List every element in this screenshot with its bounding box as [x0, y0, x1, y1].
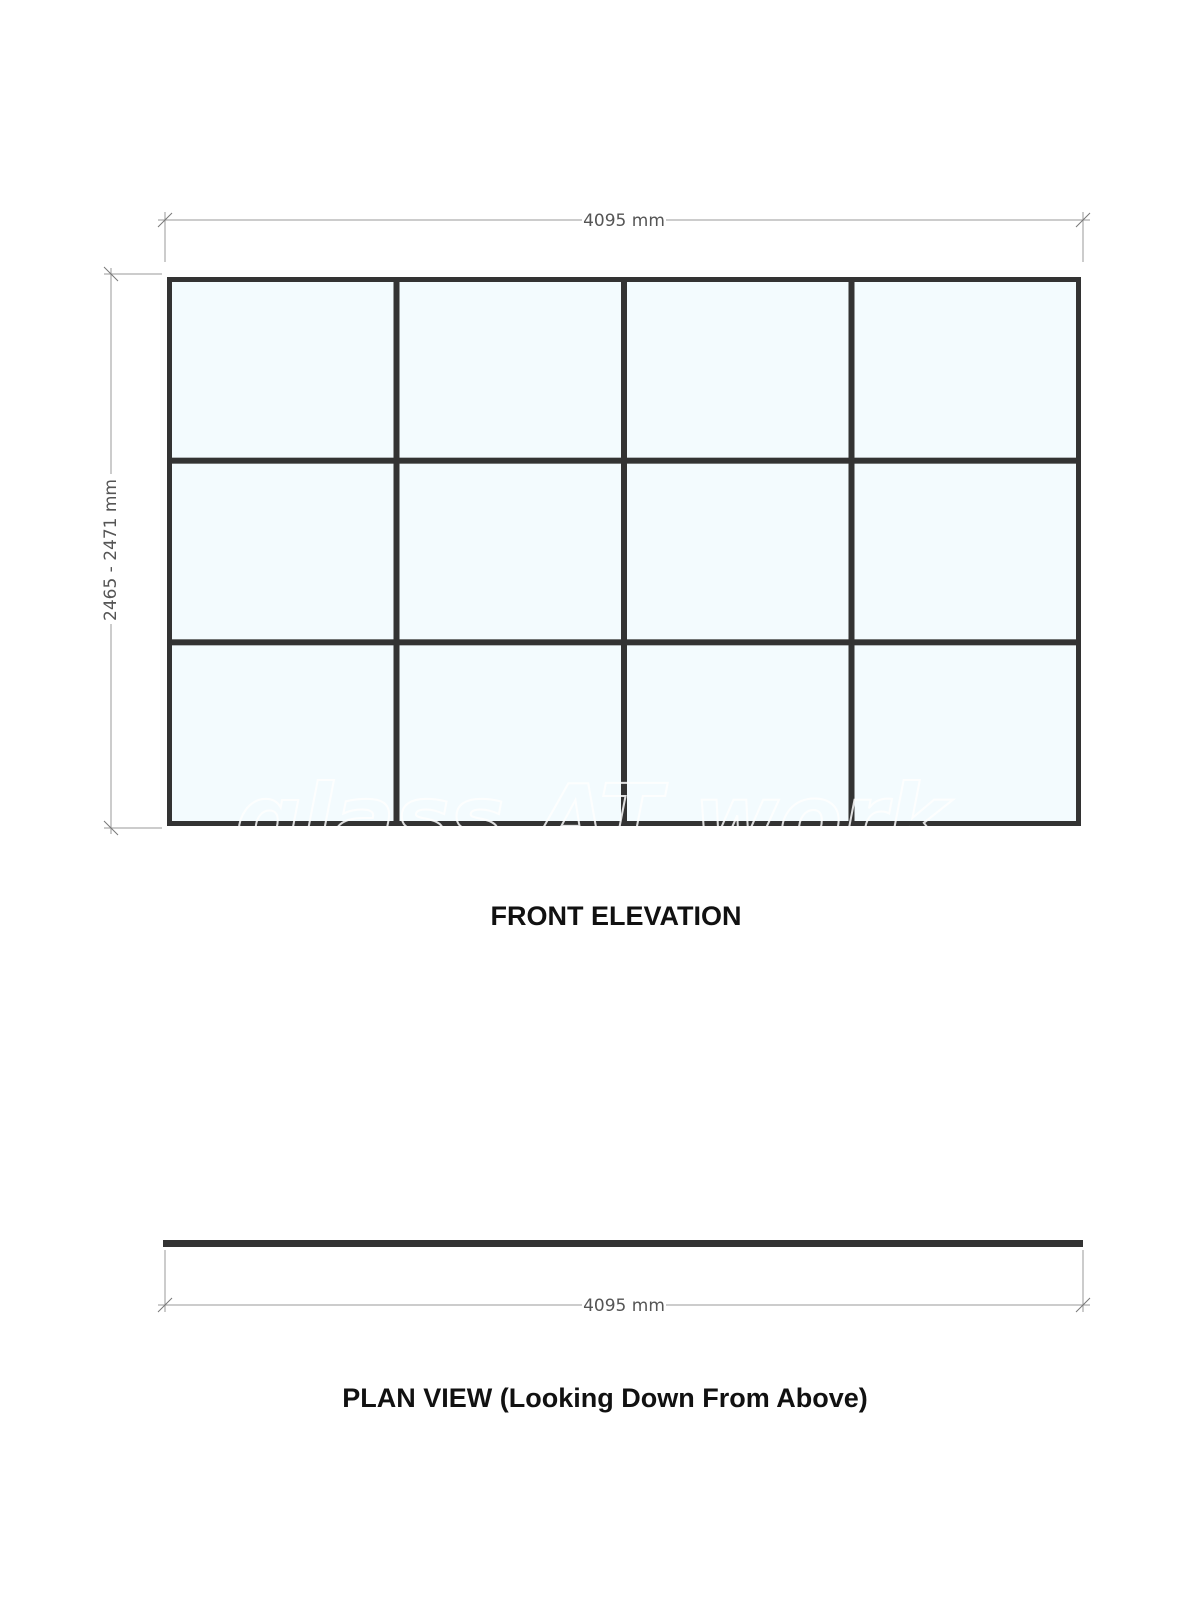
glass-pane-r1-c2 — [400, 282, 622, 458]
glass-pane-r2-c4 — [855, 464, 1077, 640]
front-elevation-title: FRONT ELEVATION — [490, 901, 742, 931]
glass-pane-r2-c2 — [400, 464, 622, 640]
plan-view-title: PLAN VIEW (Looking Down From Above) — [342, 1383, 868, 1413]
front-width-dimension — [158, 210, 1090, 262]
front-elevation-panel — [167, 277, 1081, 826]
glass-pane-r2-c3 — [627, 464, 849, 640]
glass-pane-r1-c3 — [627, 282, 849, 458]
plan-view — [158, 1240, 1090, 1316]
front-height-label: 2465 - 2471 mm — [101, 479, 121, 621]
watermark-text: glass AT work — [235, 765, 949, 872]
watermark — [236, 765, 954, 872]
glass-pane-r2-c1 — [172, 464, 394, 640]
front-height-dimension — [100, 267, 162, 835]
plan-width-label: 4095 mm — [583, 1296, 665, 1316]
glass-pane-r1-c1 — [172, 282, 394, 458]
plan-view-bar — [163, 1240, 1083, 1247]
glass-pane-r1-c4 — [855, 282, 1077, 458]
front-width-label: 4095 mm — [583, 211, 665, 231]
